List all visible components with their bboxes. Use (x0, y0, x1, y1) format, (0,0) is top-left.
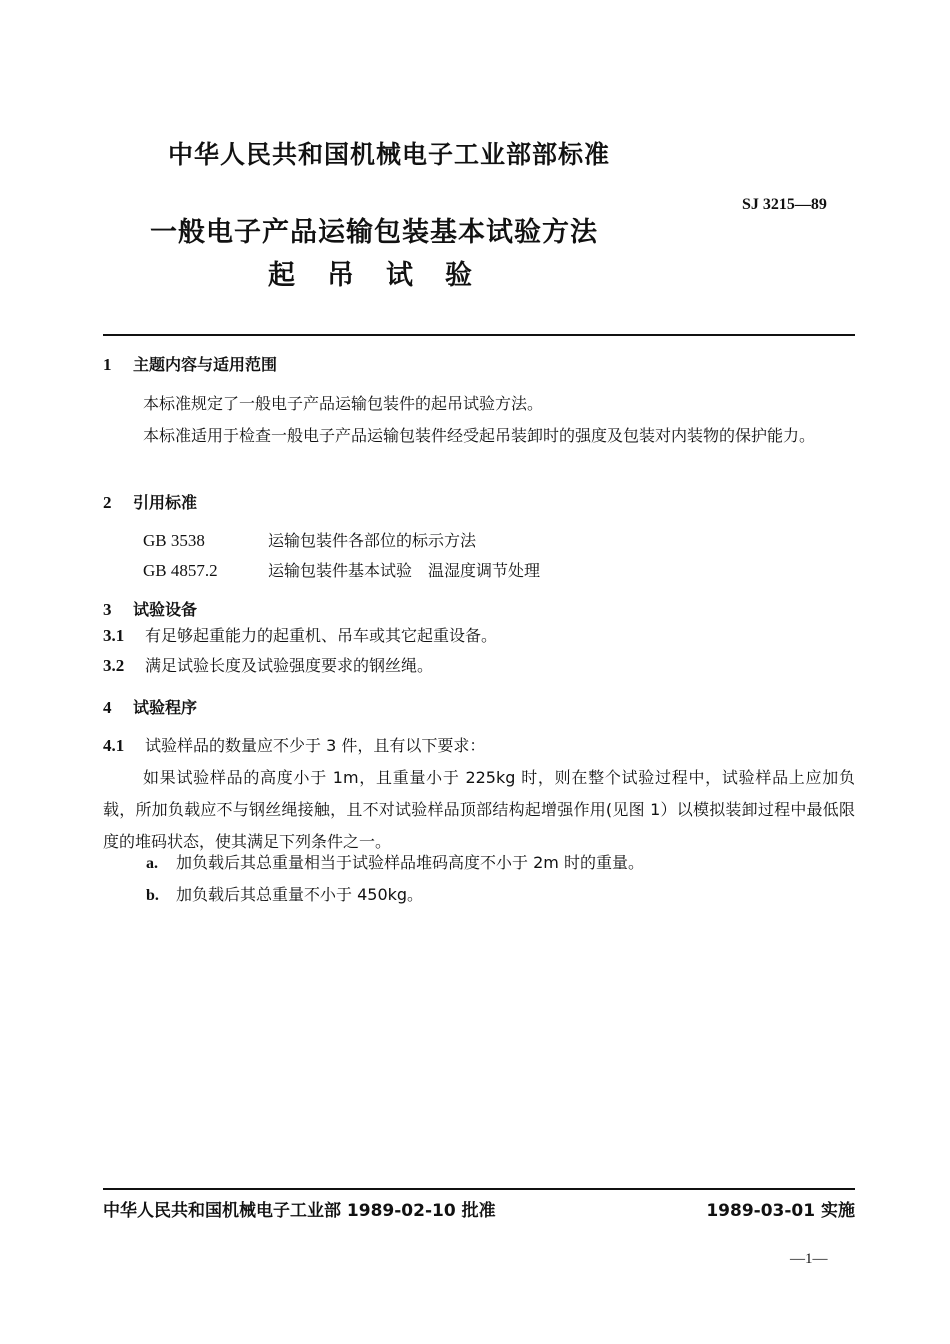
document-title: 一般电子产品运输包装基本试验方法 (150, 217, 598, 248)
reference-title: 运输包装件各部位的标示方法 (268, 531, 477, 550)
section-number: 3 (103, 600, 112, 619)
clause-text: 满足试验长度及试验强度要求的钢丝绳。 (145, 656, 434, 675)
standard-code: SJ 3215—89 (742, 196, 827, 213)
reference-row (143, 558, 540, 581)
clause-number: 4.1 (103, 736, 125, 755)
item-label: a. (146, 855, 158, 872)
reference-code: GB 4857.2 (143, 561, 218, 580)
reference-code: GB 3538 (143, 531, 205, 550)
clause-text: 有足够起重能力的起重机、吊车或其它起重设备。 (145, 626, 498, 645)
section-1-paragraph-1: 本标准规定了一般电子产品运输包装件的起吊试验方法。 (143, 394, 544, 413)
clause-number: 3.1 (103, 626, 125, 645)
issuing-organization: 中华人民共和国机械电子工业部部标准 (168, 140, 611, 169)
item-text: 加负载后其总重量相当于试验样品堆码高度不小于 2m 时的重量。 (176, 853, 644, 872)
item-label: b. (146, 887, 159, 904)
reference-title: 运输包装件基本试验 温湿度调节处理 (268, 561, 541, 580)
clause-text: 试验样品的数量应不少于 3 件，且有以下要求： (145, 736, 486, 755)
clause-3-1 (103, 620, 497, 652)
section-3-heading (103, 597, 197, 620)
section-1-paragraph-2: 本标准适用于检查一般电子产品运输包装件经受起吊装卸时的强度及包装对内装物的保护能力。 (143, 426, 816, 445)
section-title: 试验设备 (133, 600, 198, 619)
section-number: 1 (103, 355, 112, 374)
clause-3-2 (103, 650, 433, 682)
section-title: 引用标准 (133, 493, 198, 512)
section-2-heading (103, 490, 197, 513)
section-number: 2 (103, 493, 112, 512)
effective-date: 1989-03-01 实施 (706, 1201, 855, 1221)
item-text: 加负载后其总重量不小于 450kg。 (176, 885, 424, 904)
reference-row (143, 528, 476, 551)
section-title: 主题内容与适用范围 (133, 355, 278, 374)
header-divider (103, 334, 855, 336)
clause-number: 3.2 (103, 656, 125, 675)
section-number: 4 (103, 698, 112, 717)
section-1-heading (103, 352, 277, 375)
section-4-heading (103, 695, 197, 718)
document-subtitle: 起吊试验 (268, 260, 504, 291)
section-title: 试验程序 (133, 698, 198, 717)
condition-item-a (146, 850, 644, 873)
footer-divider (103, 1188, 855, 1190)
approval-line: 中华人民共和国机械电子工业部 1989-02-10 批准 (103, 1201, 496, 1221)
page-number: —1— (790, 1251, 828, 1267)
clause-4-1 (103, 730, 485, 762)
clause-4-1-paragraph: 如果试验样品的高度小于 1m，且重量小于 225kg 时，则在整个试验过程中，试验样品上应加负载，所加负载应不与钢丝绳接触，且不对试验样品顶部结构起增强作用(见图 1）以模拟装卸过程中最低限度的堆码状态，使其满足下列条件之一。 (103, 768, 855, 851)
condition-item-b (146, 882, 423, 905)
